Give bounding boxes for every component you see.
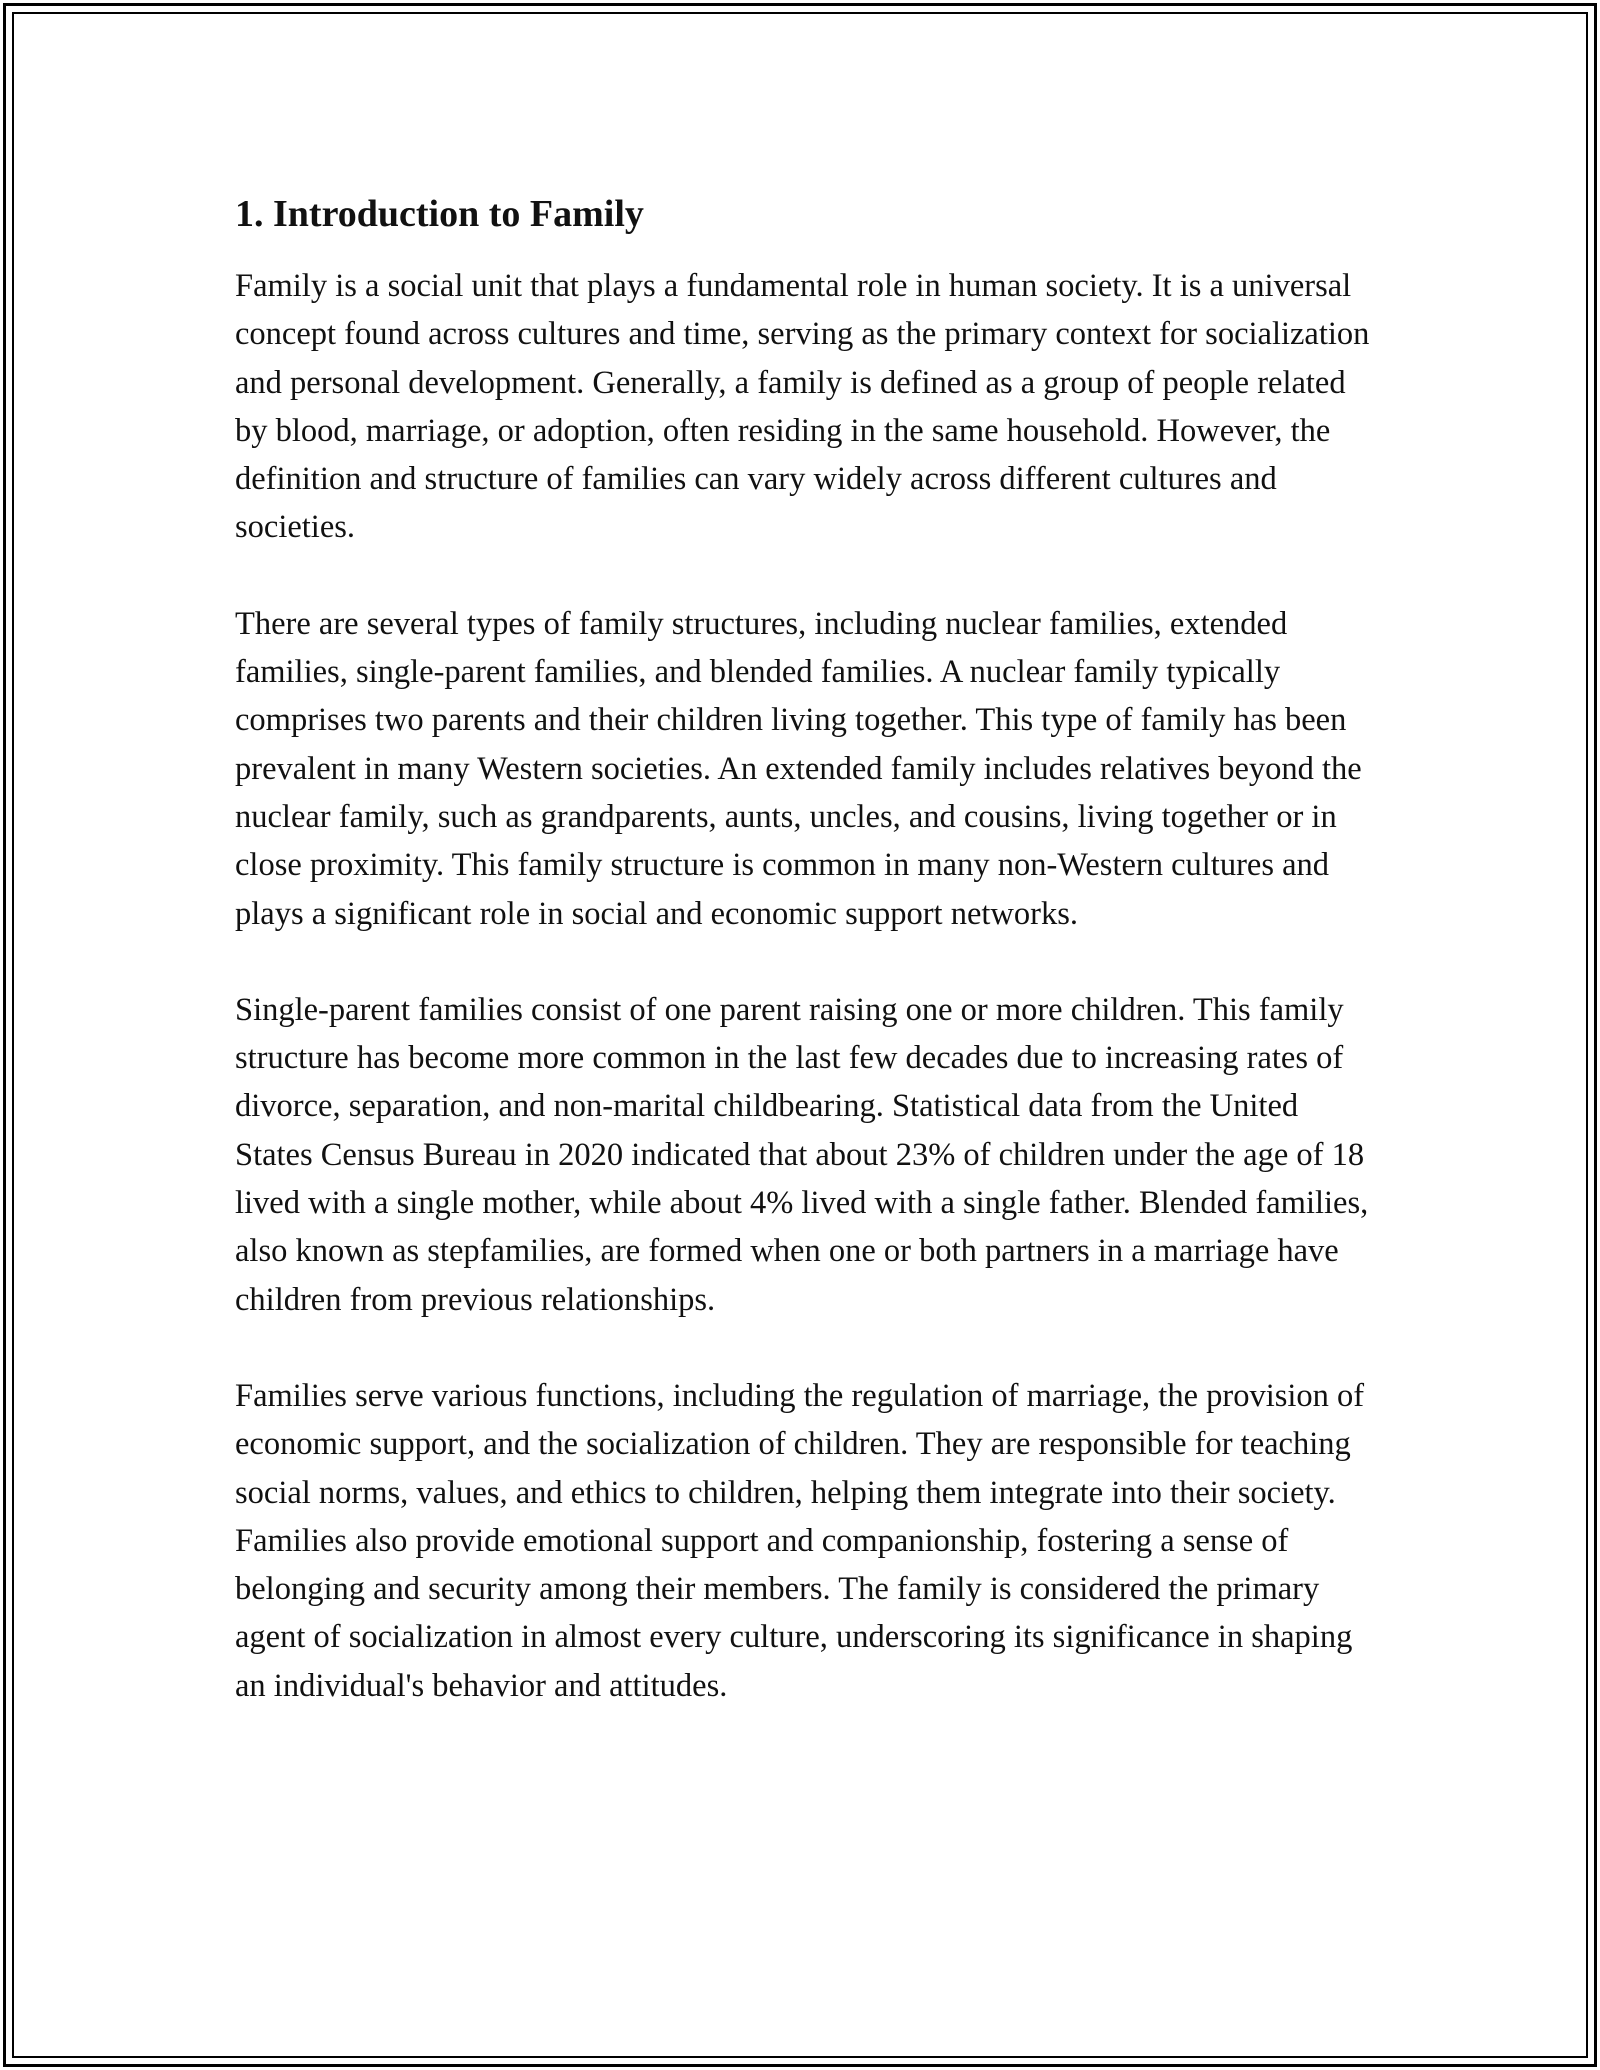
document-body: [235, 186, 1375, 1758]
paragraph-family-types: There are several types of family structures, including nuclear families, extended families, single-parent families, and blended families. A nuclear family typically comprises two parents and their children living together. This type of family has been prevalent in many Western societies. An extended family includes relatives beyond the nuclear family, such as grandparents, aunts, uncles, and cousins, living together or in close proximity. This family structure is common in many non-Western cultures and plays a significant role in social and economic support networks.: [235, 605, 1362, 932]
paragraph-single-parent: Single-parent families consist of one parent raising one or more children. This family structure has become more common in the last few decades due to increasing rates of divorce, separation, and non-marital childbearing. Statistical data from the United States Census Bureau in 2020 indicated that about 23% of children under the age of 18 lived with a single mother, while about 4% lived with a single father. Blended families, also known as stepfamilies, are formed when one or both partners in a marriage have children from previous relationships.: [235, 991, 1369, 1318]
paragraph-functions: Families serve various functions, including the regulation of marriage, the provision of economic support, and the socialization of children. They are responsible for teaching social norms, values, and ethics to children, helping them integrate into their society. Families also provide emotional support and companionship, fostering a sense of belonging and security among their members. The family is considered the primary agent of socialization in almost every culture, underscoring its significance in shaping an individual's behavior and attitudes.: [235, 1377, 1365, 1704]
section-heading: 1. Introduction to Family: [235, 193, 644, 235]
paragraph-intro: Family is a social unit that plays a fundamental role in human society. It is a universal concept found across cultures and time, serving as the primary context for socialization and personal development. Generally, a family is defined as a group of people related by blood, marriage, or adoption, often residing in the same household. However, the definition and structure of families can vary widely across different cultures and societies.: [235, 268, 1370, 546]
